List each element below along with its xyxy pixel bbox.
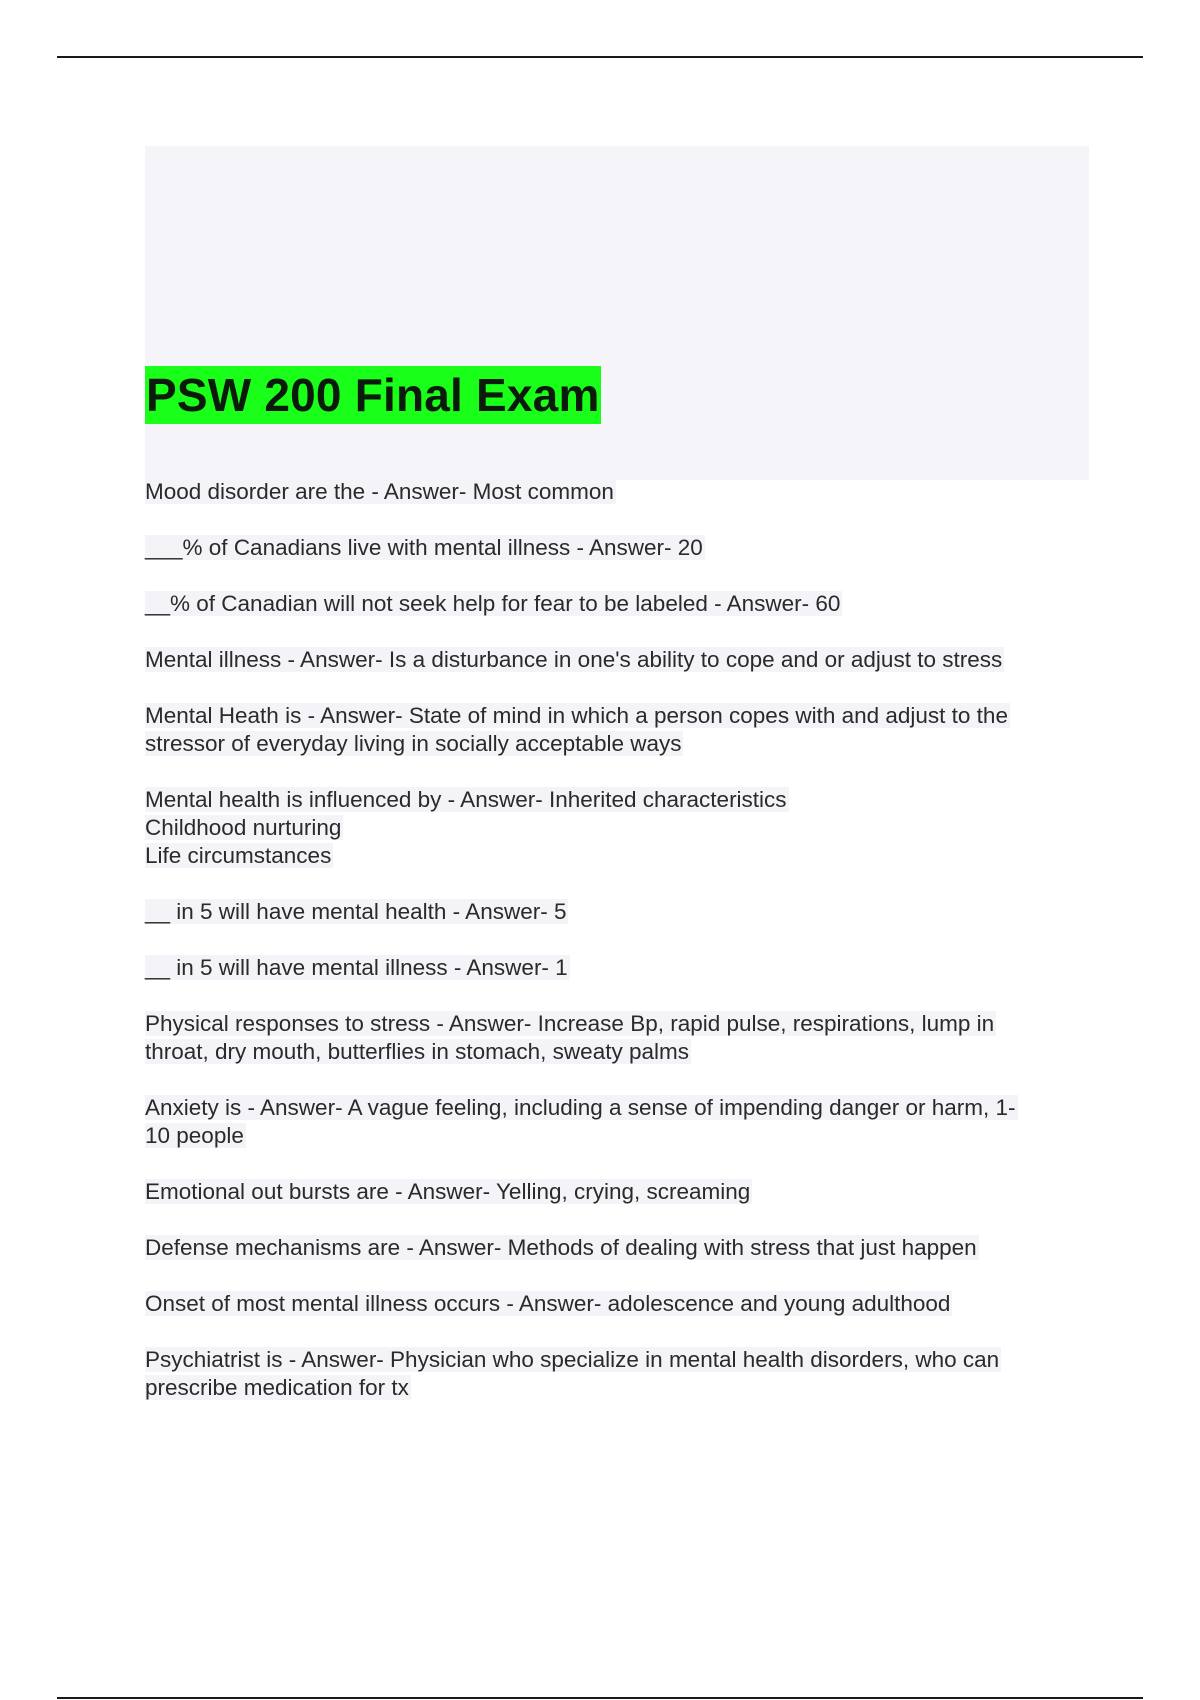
qa-line: Life circumstances	[145, 843, 332, 868]
qa-line: Defense mechanisms are - Answer- Methods of dealing with stress that just happen	[145, 1235, 977, 1260]
qa-line: __% of Canadian will not seek help for fear to be labeled - Answer- 60	[145, 591, 841, 616]
qa-item	[145, 702, 1095, 758]
qa-line: Emotional out bursts are - Answer- Yelling, crying, screaming	[145, 1179, 751, 1204]
qa-item	[145, 1290, 1095, 1318]
qa-item	[145, 646, 1095, 674]
qa-item	[145, 786, 1095, 870]
qa-line: prescribe medication for tx	[145, 1375, 409, 1400]
qa-list	[145, 478, 1095, 1430]
qa-line: Childhood nurturing	[145, 815, 342, 840]
qa-line: 10 people	[145, 1123, 244, 1148]
qa-line: __ in 5 will have mental health - Answer- 5	[145, 899, 567, 924]
qa-item	[145, 1010, 1095, 1066]
qa-item	[145, 1234, 1095, 1262]
qa-item	[145, 534, 1095, 562]
qa-item	[145, 1346, 1095, 1402]
top-rule	[57, 56, 1143, 58]
qa-line: Mental illness - Answer- Is a disturbance in one's ability to cope and or adjust to stress	[145, 647, 1003, 672]
bottom-rule	[57, 1697, 1143, 1699]
qa-item	[145, 1178, 1095, 1206]
qa-line: __ in 5 will have mental illness - Answer- 1	[145, 955, 568, 980]
qa-line: Mental health is influenced by - Answer- Inherited characteristics	[145, 787, 787, 812]
qa-line: Onset of most mental illness occurs - Answer- adolescence and young adulthood	[145, 1291, 951, 1316]
qa-line: Psychiatrist is - Answer- Physician who specialize in mental health disorders, who can	[145, 1347, 1000, 1372]
qa-line: Mental Heath is - Answer- State of mind in which a person copes with and adjust to the	[145, 703, 1008, 728]
qa-line: ___% of Canadians live with mental illness - Answer- 20	[145, 535, 703, 560]
qa-line: Physical responses to stress - Answer- Increase Bp, rapid pulse, respirations, lump in	[145, 1011, 995, 1036]
qa-item	[145, 954, 1095, 982]
qa-line: Mood disorder are the - Answer- Most common	[145, 479, 614, 504]
qa-line: stressor of everyday living in socially acceptable ways	[145, 731, 682, 756]
qa-item	[145, 478, 1095, 506]
qa-line: throat, dry mouth, butterflies in stomach, sweaty palms	[145, 1039, 689, 1064]
qa-item	[145, 898, 1095, 926]
document-title: PSW 200 Final Exam	[145, 366, 601, 424]
qa-line: Anxiety is - Answer- A vague feeling, including a sense of impending danger or harm, 1-	[145, 1095, 1016, 1120]
header-block	[145, 146, 1089, 480]
qa-item	[145, 1094, 1095, 1150]
qa-item	[145, 590, 1095, 618]
